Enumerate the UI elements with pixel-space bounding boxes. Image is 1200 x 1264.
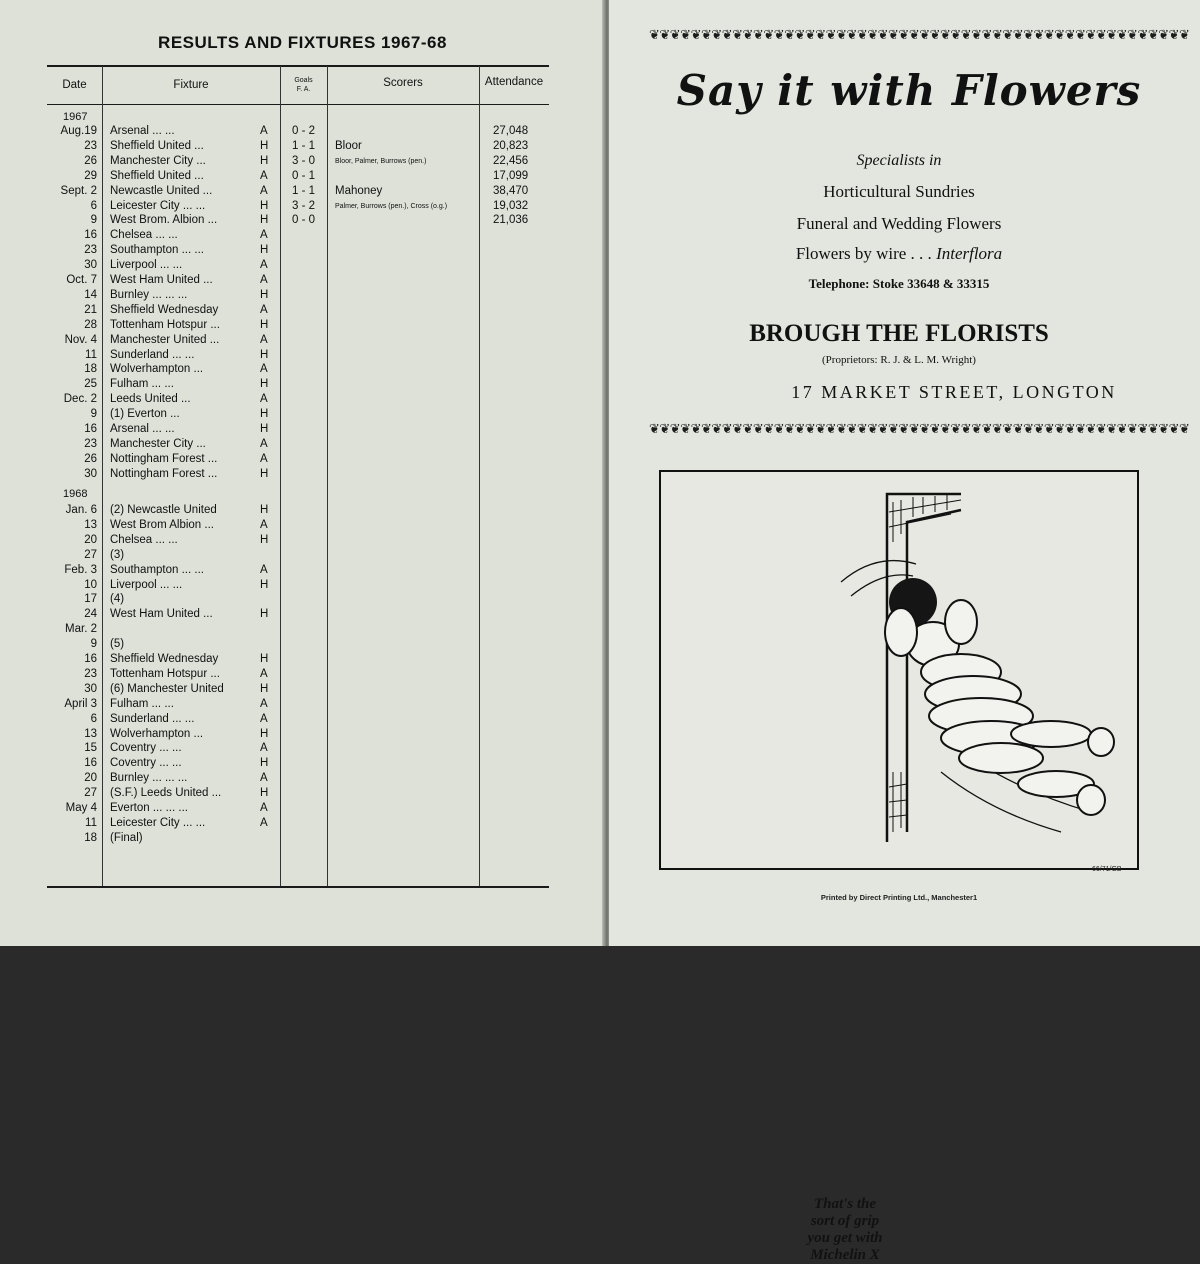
row-fixture: Fulham ... ...: [110, 697, 174, 710]
row-venue: H: [260, 787, 269, 800]
row-date: 16: [84, 423, 97, 435]
table-row: [0, 169, 605, 184]
row-fixture: Tottenham Hotspur ...: [110, 667, 220, 680]
caption-line: sort of grip: [810, 1213, 880, 1229]
table-row: [0, 273, 605, 288]
row-venue: H: [260, 467, 269, 480]
row-venue: A: [260, 667, 268, 680]
printer-credit: Printed by Direct Printing Ltd., Manchester1: [820, 893, 978, 902]
row-venue: A: [260, 184, 268, 197]
table-row: [0, 452, 605, 467]
fixtures-page: [0, 0, 605, 946]
row-date: Nov. 4: [64, 333, 97, 346]
row-venue: H: [260, 288, 269, 301]
row-fixture: Leicester City ... ...: [110, 199, 206, 212]
row-date: 27: [84, 787, 97, 800]
row-date: 10: [84, 578, 97, 591]
table-row: [0, 139, 605, 154]
row-fixture: (5): [110, 638, 125, 651]
row-fixture: Nottingham Forest ...: [110, 452, 218, 465]
row-fixture: Arsenal ... ...: [110, 423, 175, 435]
table-row: [0, 727, 605, 742]
row-date: 17: [84, 593, 97, 606]
table-row: [0, 607, 605, 622]
address: 17 MARKET STREET, LONGTON: [791, 382, 1117, 402]
row-fixture: West Brom. Albion ...: [110, 214, 218, 227]
row-fixture: Sheffield Wednesday: [110, 653, 219, 665]
row-fixture: (1) Everton ...: [110, 408, 180, 421]
row-score: 1 - 1: [292, 139, 316, 152]
table-bottom-rule: [47, 886, 549, 888]
row-fixture: Southampton ... ...: [110, 244, 204, 257]
row-date: 15: [84, 742, 97, 755]
table-row: [0, 682, 605, 697]
row-venue: A: [260, 303, 268, 316]
row-score: 1 - 1: [292, 184, 316, 197]
row-score: 0 - 0: [292, 214, 316, 227]
fixtures-title: RESULTS AND FIXTURES 1967-68: [158, 33, 447, 52]
row-date: 27: [84, 548, 97, 561]
row-date: 14: [84, 288, 97, 301]
row-fixture: Coventry ... ...: [110, 757, 182, 770]
table-row: [0, 592, 605, 607]
table-row: [0, 303, 605, 318]
table-row: [0, 652, 605, 667]
table-row: [0, 213, 605, 228]
row-fixture: Arsenal ... ...: [110, 125, 175, 137]
row-date: 23: [84, 244, 97, 257]
florist-name: BROUGH THE FLORISTS: [749, 320, 1049, 347]
row-venue: H: [260, 533, 269, 546]
row-date: 30: [84, 259, 97, 272]
table-row: [0, 348, 605, 363]
row-fixture: West Ham United ...: [110, 608, 213, 621]
row-date: Aug.19: [60, 125, 97, 137]
row-venue: H: [260, 408, 269, 421]
row-fixture: (S.F.) Leeds United ...: [110, 787, 222, 800]
wire-prefix: Flowers by wire . . .: [795, 244, 932, 263]
header-fixture: Fixture: [173, 79, 209, 91]
table-row: [0, 228, 605, 243]
year-label-1968: 1968: [63, 488, 88, 500]
row-fixture: Manchester United ...: [110, 333, 220, 346]
row-venue: A: [260, 816, 268, 829]
header-scorers: Scorers: [383, 77, 423, 89]
row-attendance: 22,456: [493, 154, 529, 167]
row-date: 16: [84, 653, 97, 665]
row-fixture: Sheffield Wednesday: [110, 303, 219, 316]
row-venue: H: [260, 727, 269, 740]
row-venue: H: [260, 214, 269, 227]
row-date: 21: [84, 303, 97, 316]
row-date: 9: [90, 214, 97, 227]
table-row: [0, 563, 605, 578]
telephone: Telephone: Stoke 33648 & 33315: [808, 276, 990, 291]
row-date: 23: [84, 437, 97, 450]
row-fixture: Burnley ... ... ...: [110, 772, 188, 785]
header-goals: Goals: [294, 77, 313, 84]
row-date: 18: [84, 831, 97, 844]
row-fixture: Newcastle United ...: [110, 184, 213, 197]
caption-line: That's the: [813, 1196, 877, 1212]
row-venue: A: [260, 393, 268, 406]
row-fixture: Nottingham Forest ...: [110, 467, 218, 480]
service-funeral-wedding: Funeral and Wedding Flowers: [796, 214, 1002, 233]
row-fixture: Liverpool ... ...: [110, 259, 183, 272]
row-scorers: Bloor: [335, 139, 362, 152]
row-venue: H: [260, 682, 269, 695]
row-fixture: Coventry ... ...: [110, 742, 182, 755]
row-attendance: 19,032: [493, 199, 529, 212]
row-venue: H: [260, 423, 269, 435]
row-date: 13: [84, 518, 97, 531]
row-venue: H: [260, 348, 269, 361]
table-row: [0, 392, 605, 407]
table-row: [0, 467, 605, 482]
row-venue: A: [260, 772, 268, 785]
row-fixture: Leeds United ...: [110, 393, 191, 406]
table-row: [0, 548, 605, 563]
table-row: [0, 697, 605, 712]
row-fixture: Wolverhampton ...: [110, 727, 204, 740]
row-date: 6: [90, 712, 97, 725]
row-date: 16: [84, 229, 97, 242]
row-venue: H: [260, 244, 269, 257]
row-date: Jan. 6: [65, 504, 97, 516]
table-row: [0, 243, 605, 258]
goalkeeper-illustration: [661, 472, 1137, 868]
row-date: 9: [90, 408, 97, 421]
row-venue: A: [260, 742, 268, 755]
row-fixture: (6) Manchester United: [110, 682, 224, 695]
row-date: Oct. 7: [66, 274, 97, 286]
row-fixture: (2) Newcastle United: [110, 504, 217, 516]
header-date: Date: [62, 79, 87, 91]
row-date: 20: [84, 533, 97, 546]
ad-caption: [765, 1196, 925, 1264]
row-date: 25: [84, 378, 97, 391]
row-date: 23: [84, 667, 97, 680]
row-attendance: 21,036: [493, 214, 529, 227]
table-row: [0, 712, 605, 727]
row-fixture: Everton ... ... ...: [110, 802, 188, 814]
headline: Say it with Flowers: [676, 66, 1142, 115]
row-fixture: (4): [110, 593, 125, 606]
row-date: April 3: [64, 697, 97, 710]
table-row: [0, 756, 605, 771]
table-row: [0, 667, 605, 682]
row-fixture: Manchester City ...: [110, 154, 206, 167]
row-fixture: Tottenham Hotspur ...: [110, 318, 220, 331]
row-venue: H: [260, 578, 269, 591]
table-row: [0, 801, 605, 816]
table-row: [0, 741, 605, 756]
row-attendance: 27,048: [493, 125, 529, 137]
row-venue: A: [260, 518, 268, 531]
ornamental-border-bottom: ❦❦❦❦❦❦❦❦❦❦❦❦❦❦❦❦❦❦❦❦❦❦❦❦❦❦❦❦❦❦❦❦❦❦❦❦❦❦❦❦❦❦❦❦❦❦❦❦❦❦❦❦: [649, 422, 1190, 437]
row-venue: A: [260, 229, 268, 242]
row-score: 0 - 1: [292, 169, 316, 182]
row-fixture: Leicester City ... ...: [110, 816, 206, 829]
row-fixture: (3): [110, 548, 125, 561]
advert-page: [609, 0, 1200, 1263]
row-fixture: Chelsea ... ...: [110, 229, 178, 242]
row-venue: A: [260, 363, 268, 376]
table-row: [0, 518, 605, 533]
row-venue: H: [260, 318, 269, 331]
table-row: [0, 258, 605, 273]
ornamental-border-top: ❦❦❦❦❦❦❦❦❦❦❦❦❦❦❦❦❦❦❦❦❦❦❦❦❦❦❦❦❦❦❦❦❦❦❦❦❦❦❦❦❦❦❦❦❦❦❦❦❦❦❦❦: [649, 28, 1190, 43]
table-row: [0, 437, 605, 452]
row-score: 3 - 0: [292, 154, 316, 167]
row-score: 0 - 2: [292, 125, 316, 137]
row-attendance: 17,099: [493, 169, 529, 182]
row-fixture: Sunderland ... ...: [110, 348, 195, 361]
row-date: Mar. 2: [65, 623, 97, 636]
row-venue: A: [260, 452, 268, 465]
row-venue: H: [260, 199, 269, 212]
row-scorers: Palmer, Burrows (pen.), Cross (o.g.): [335, 202, 448, 210]
row-date: 11: [85, 816, 97, 829]
row-venue: H: [260, 504, 269, 516]
row-date: 11: [85, 348, 97, 361]
row-venue: H: [260, 653, 269, 665]
header-attendance: Attendance: [484, 76, 544, 88]
row-fixture: Sheffield United ...: [110, 169, 204, 182]
row-attendance: 38,470: [493, 184, 529, 197]
row-date: Sept. 2: [60, 184, 97, 197]
specialists-line: Specialists in: [856, 152, 942, 169]
row-venue: A: [260, 333, 268, 346]
table-row: [0, 622, 605, 637]
table-row: [0, 786, 605, 801]
table-row: [0, 154, 605, 169]
row-venue: A: [260, 169, 268, 182]
row-attendance: 20,823: [493, 139, 529, 152]
header-bottom-rule: [47, 104, 549, 105]
row-venue: A: [260, 125, 268, 137]
row-fixture: Liverpool ... ...: [110, 578, 183, 591]
caption-line: Michelin X: [810, 1247, 880, 1263]
row-venue: A: [260, 697, 268, 710]
row-date: 26: [84, 154, 97, 167]
table-row: [0, 422, 605, 437]
row-date: 30: [84, 682, 97, 695]
row-fixture: Southampton ... ...: [110, 563, 204, 576]
row-venue: H: [260, 378, 269, 391]
row-date: 30: [84, 467, 97, 480]
row-date: 29: [84, 169, 97, 182]
row-fixture: West Ham United ...: [110, 274, 213, 286]
row-venue: A: [260, 437, 268, 450]
table-row: [0, 533, 605, 548]
service-flowers-by-wire: [649, 244, 1149, 264]
row-fixture: Wolverhampton ...: [110, 363, 204, 376]
row-date: 23: [84, 139, 97, 152]
row-fixture: (Final): [110, 831, 143, 844]
interflora-brand: Interflora: [936, 244, 1003, 263]
table-row: [0, 184, 605, 199]
row-date: 20: [84, 772, 97, 785]
table-row: [0, 362, 605, 377]
row-fixture: Chelsea ... ...: [110, 533, 178, 546]
row-scorers: Bloor, Palmer, Burrows (pen.): [335, 157, 427, 165]
table-row: [0, 199, 605, 214]
row-date: 24: [84, 608, 97, 621]
row-date: 18: [84, 363, 97, 376]
row-venue: A: [260, 712, 268, 725]
caption-line: you get with: [807, 1230, 883, 1246]
row-date: Dec. 2: [63, 393, 97, 406]
row-date: Feb. 3: [64, 563, 97, 576]
row-date: 16: [84, 757, 97, 770]
row-fixture: Fulham ... ...: [110, 378, 174, 391]
row-venue: H: [260, 608, 269, 621]
row-venue: A: [260, 802, 268, 814]
row-venue: A: [260, 274, 268, 286]
table-row: [0, 288, 605, 303]
table-row: [0, 831, 605, 846]
table-row: [0, 318, 605, 333]
table-row: [0, 816, 605, 831]
table-row: [0, 637, 605, 652]
row-venue: H: [260, 757, 269, 770]
table-row: [0, 333, 605, 348]
table-row: [0, 124, 605, 139]
row-scorers: Mahoney: [335, 184, 383, 197]
row-venue: A: [260, 259, 268, 272]
year-label-1967: 1967: [63, 111, 88, 123]
row-date: 6: [90, 199, 97, 212]
row-venue: A: [260, 563, 268, 576]
table-row: [0, 407, 605, 422]
row-fixture: Burnley ... ... ...: [110, 288, 188, 301]
row-date: 9: [90, 638, 97, 651]
table-row: [0, 377, 605, 392]
header-goals-fa: F. A.: [296, 86, 311, 93]
row-venue: H: [260, 139, 269, 152]
row-fixture: Manchester City ...: [110, 437, 206, 450]
proprietors: (Proprietors: R. J. & L. M. Wright): [822, 354, 976, 366]
row-score: 3 - 2: [292, 199, 316, 212]
row-fixture: West Brom Albion ...: [110, 518, 214, 531]
row-fixture: Sheffield United ...: [110, 139, 204, 152]
table-row: [0, 578, 605, 593]
ad-code: 66/71/GB: [1092, 866, 1122, 873]
table-row: [0, 771, 605, 786]
row-venue: H: [260, 154, 269, 167]
service-horticultural: Horticultural Sundries: [823, 182, 975, 201]
row-date: 28: [84, 318, 97, 331]
row-date: 26: [84, 452, 97, 465]
row-date: May 4: [65, 802, 97, 814]
row-fixture: Sunderland ... ...: [110, 712, 195, 725]
row-date: 13: [84, 727, 97, 740]
table-top-rule: [47, 65, 549, 67]
table-row: [0, 503, 605, 518]
